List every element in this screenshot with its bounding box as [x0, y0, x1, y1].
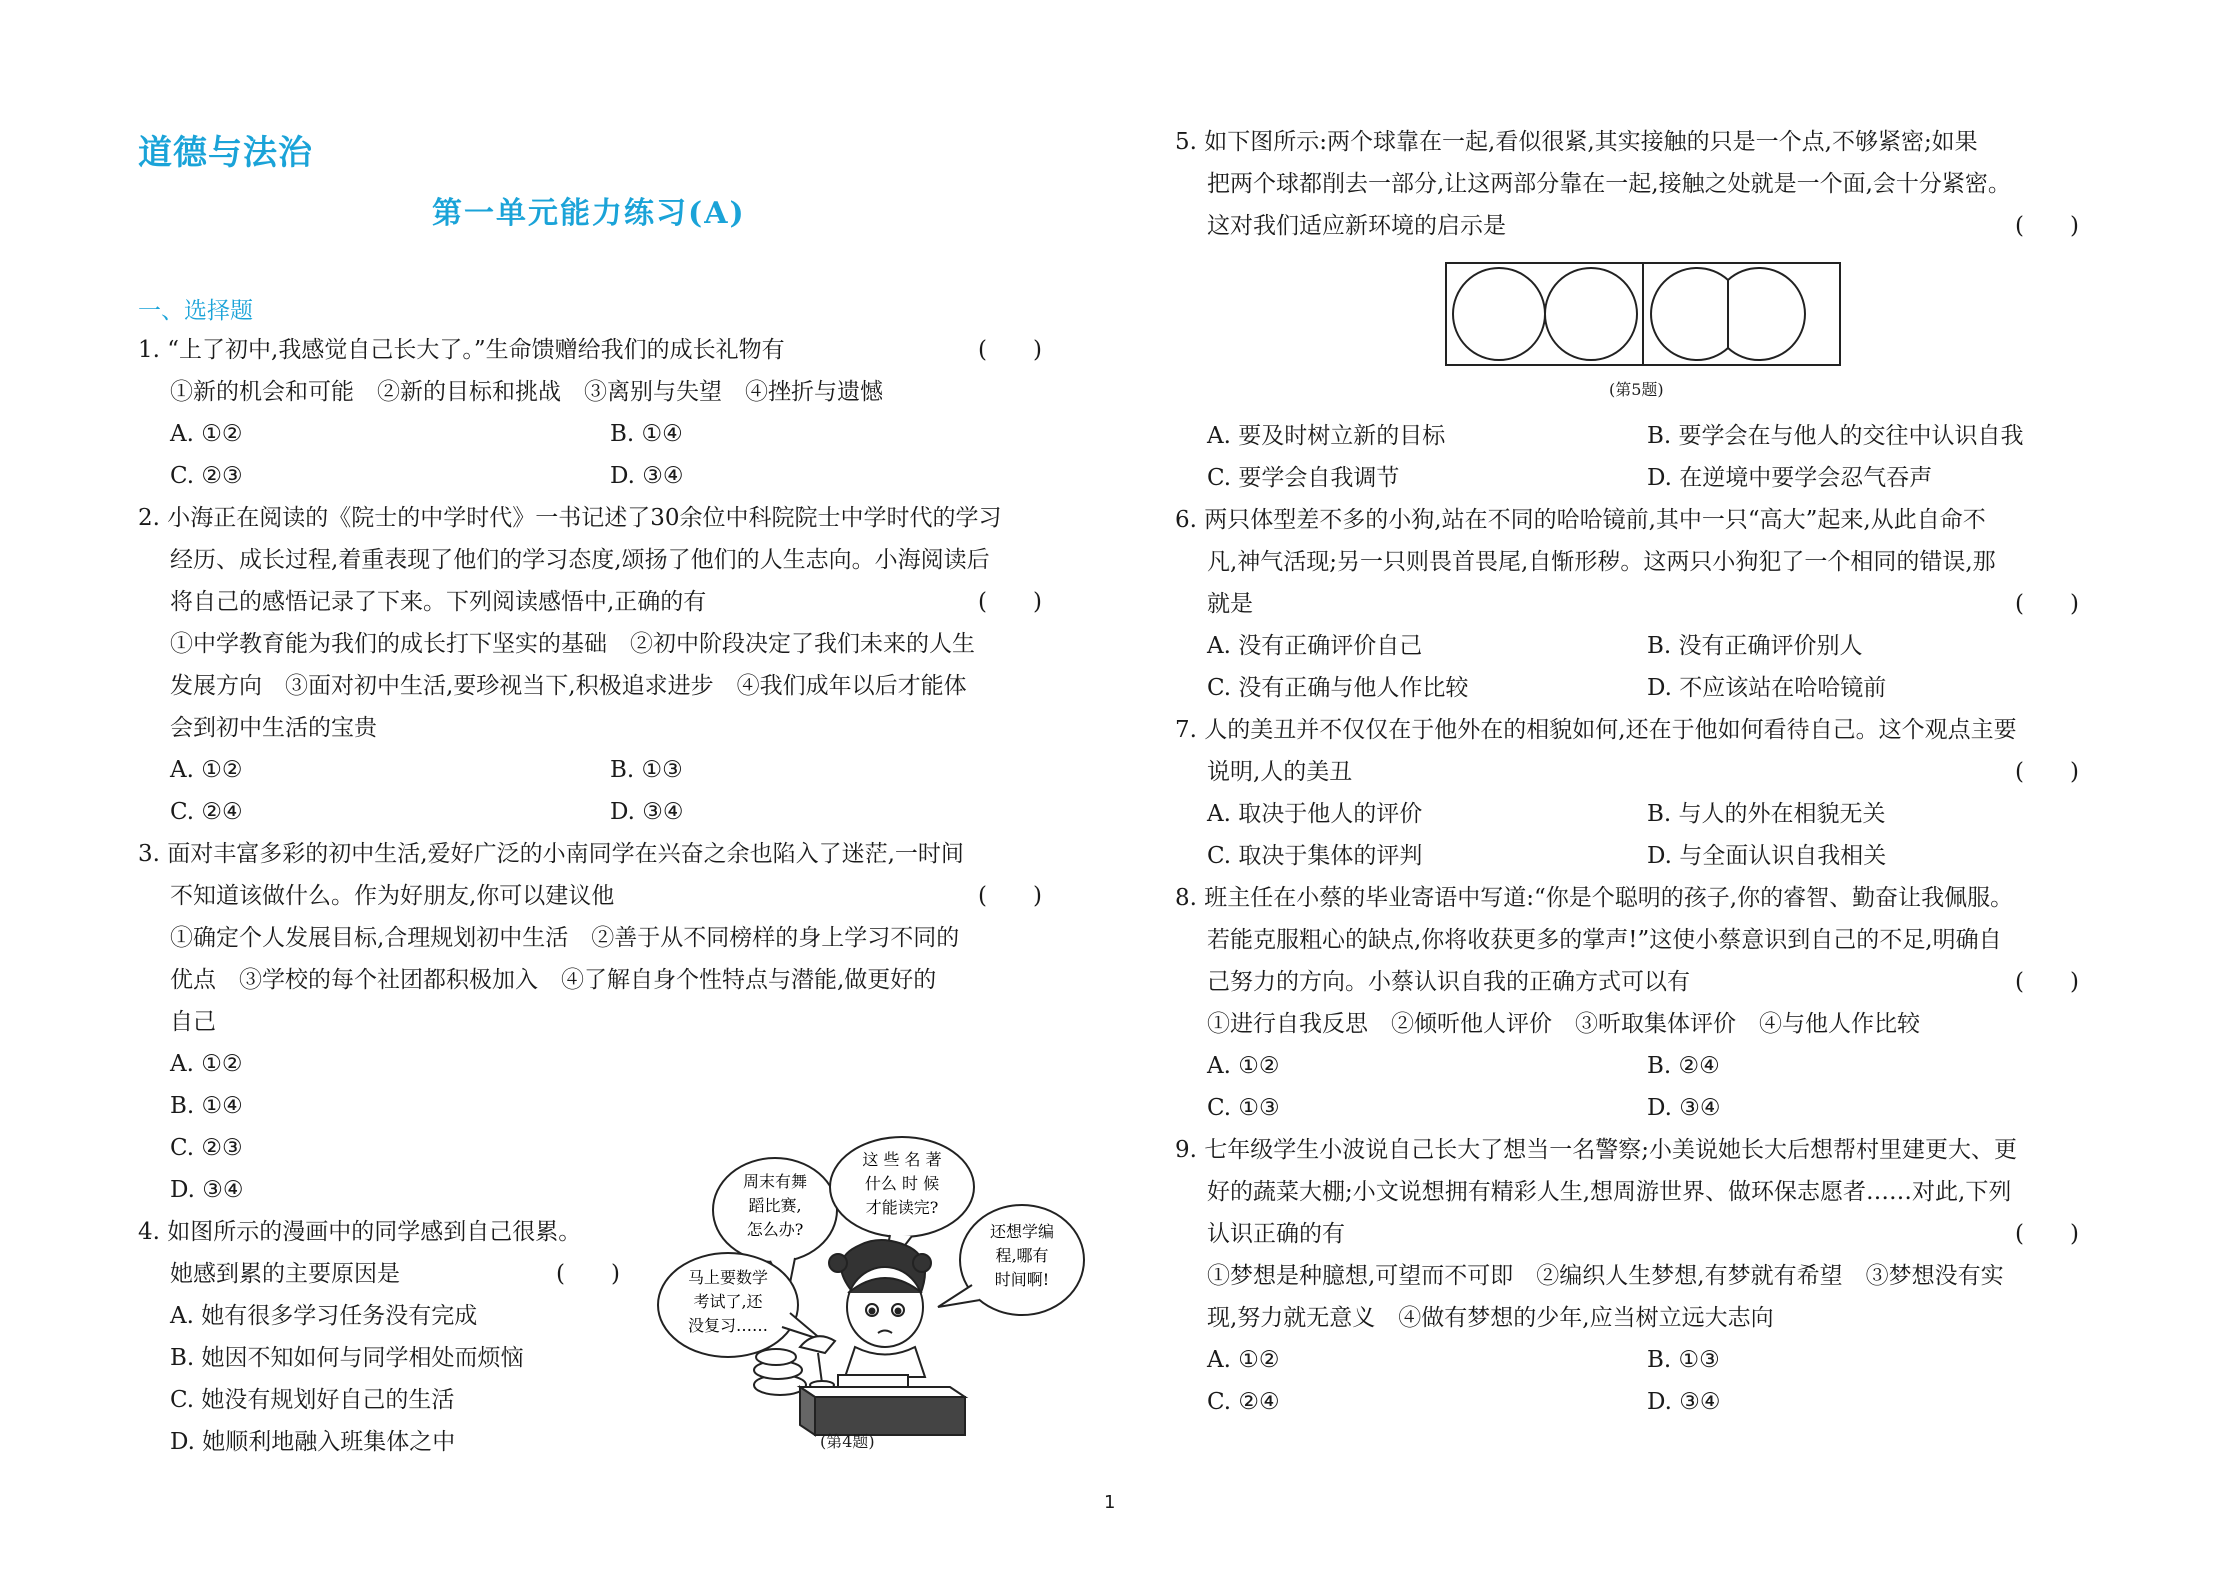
- q7-option-d: D. 与全面认识自我相关: [1647, 843, 1887, 869]
- q9-line-3: 认识正确的有: [1207, 1221, 1345, 1247]
- q9-option-b: B. ①③: [1647, 1347, 1720, 1373]
- speech-bubble-3: [938, 1205, 1084, 1315]
- q2-line-6: 会到初中生活的宝贵: [170, 715, 377, 741]
- q7-option-b: B. 与人的外在相貌无关: [1647, 801, 1886, 827]
- bubble-4-line-1: 马上要数学: [687, 1268, 769, 1287]
- bubble-3-line-1: 还想学编: [989, 1222, 1055, 1241]
- q1-items: ①新的机会和可能 ②新的目标和挑战 ③离别与失望 ④挫折与遗憾: [170, 379, 883, 405]
- q4-answer-paren: ( ): [556, 1261, 620, 1287]
- q4-figure-caption: (第4题): [820, 1432, 875, 1451]
- q6-line-1: 6. 两只体型差不多的小狗,站在不同的哈哈镜前,其中一只“高大”起来,从此自命不: [1175, 507, 1986, 533]
- q7-answer-paren: ( ): [2015, 759, 2079, 785]
- q8-option-d: D. ③④: [1647, 1095, 1721, 1121]
- bubble-1-line-3: 怎么办?: [746, 1220, 804, 1239]
- q8-option-a: A. ①②: [1207, 1053, 1280, 1079]
- bubble-2-line-2: 什么 时 候: [864, 1174, 940, 1193]
- q5-option-d: D. 在逆境中要学会忍气吞声: [1647, 465, 1933, 491]
- q2-line-4: ①中学教育能为我们的成长打下坚实的基础 ②初中阶段决定了我们未来的人生: [170, 631, 975, 657]
- q9-line-1: 9. 七年级学生小波说自己长大了想当一名警察;小美说她长大后想帮村里建更大、更: [1175, 1137, 2018, 1163]
- q5-option-b: B. 要学会在与他人的交往中认识自我: [1647, 423, 2024, 449]
- q9-line-5: 现,努力就无意义 ④做有梦想的少年,应当树立远大志向: [1207, 1305, 1774, 1331]
- q8-option-c: C. ①③: [1207, 1095, 1280, 1121]
- q1-stem: 1. “上了初中,我感觉自己长大了。”生命馈赠给我们的成长礼物有: [138, 337, 785, 363]
- q3-line-1: 3. 面对丰富多彩的初中生活,爱好广泛的小南同学在兴奋之余也陷入了迷茫,一时间: [138, 841, 964, 867]
- q8-line-4: ①进行自我反思 ②倾听他人评价 ③听取集体评价 ④与他人作比较: [1207, 1011, 1920, 1037]
- q6-option-a: A. 没有正确评价自己: [1207, 633, 1423, 659]
- q4-line-1: 4. 如图所示的漫画中的同学感到自己很累。: [138, 1219, 582, 1245]
- q3-option-a: A. ①②: [170, 1051, 243, 1077]
- q9-line-2: 好的蔬菜大棚;小文说想拥有精彩人生,想周游世界、做环保志愿者……对此,下列: [1207, 1179, 2012, 1205]
- q9-line-4: ①梦想是种臆想,可望而不可即 ②编织人生梦想,有梦就有希望 ③梦想没有实: [1207, 1263, 2004, 1289]
- q3-answer-paren: ( ): [978, 883, 1042, 909]
- bubble-1-line-1: 周末有舞: [742, 1172, 808, 1191]
- q1-option-d: D. ③④: [610, 463, 684, 489]
- q1-option-b: B. ①④: [610, 421, 683, 447]
- q9-option-c: C. ②④: [1207, 1389, 1280, 1415]
- bubble-1-line-2: 蹈比赛,: [748, 1196, 802, 1215]
- q1-answer-paren: ( ): [978, 337, 1042, 363]
- q5-two-balls-figure: [1445, 262, 1841, 366]
- q4-cartoon-illustration: [650, 1135, 1100, 1455]
- q4-option-a: A. 她有很多学习任务没有完成: [170, 1303, 478, 1329]
- q9-answer-paren: ( ): [2015, 1221, 2079, 1247]
- q1-option-c: C. ②③: [170, 463, 243, 489]
- q6-line-3: 就是: [1207, 591, 1253, 617]
- q2-line-2: 经历、成长过程,着重表现了他们的学习态度,颂扬了他们的人生志向。小海阅读后: [170, 547, 990, 573]
- q2-option-b: B. ①③: [610, 757, 683, 783]
- q5-line-2: 把两个球都削去一部分,让这两部分靠在一起,接触之处就是一个面,会十分紧密。: [1207, 171, 2011, 197]
- q5-line-3: 这对我们适应新环境的启示是: [1207, 213, 1506, 239]
- q2-option-a: A. ①②: [170, 757, 243, 783]
- q5-answer-paren: ( ): [2015, 213, 2079, 239]
- q7-line-2: 说明,人的美丑: [1207, 759, 1353, 785]
- q6-answer-paren: ( ): [2015, 591, 2079, 617]
- q7-option-a: A. 取决于他人的评价: [1207, 801, 1423, 827]
- q6-line-2: 凡,神气活现;另一只则畏首畏尾,自惭形秽。这两只小狗犯了一个相同的错误,那: [1207, 549, 1996, 575]
- q8-option-b: B. ②④: [1647, 1053, 1720, 1079]
- q1-option-a: A. ①②: [170, 421, 243, 447]
- q3-line-5: 自己: [170, 1009, 216, 1035]
- girl-character-icon: [829, 1240, 931, 1377]
- q3-option-b: B. ①④: [170, 1093, 243, 1119]
- bubble-4-line-2: 考试了,还: [693, 1292, 763, 1311]
- q6-option-b: B. 没有正确评价别人: [1647, 633, 1863, 659]
- q8-line-2: 若能克服粗心的缺点,你将收获更多的掌声!”这使小蔡意识到自己的不足,明确自: [1207, 927, 2002, 953]
- unit-title: 第一单元能力练习(A): [432, 196, 746, 231]
- q3-line-3: ①确定个人发展目标,合理规划初中生活 ②善于从不同榜样的身上学习不同的: [170, 925, 960, 951]
- q8-line-1: 8. 班主任在小蔡的毕业寄语中写道:“你是个聪明的孩子,你的睿智、勤奋让我佩服。: [1175, 885, 2014, 911]
- q3-option-d: D. ③④: [170, 1177, 244, 1203]
- section-heading: 一、选择题: [138, 298, 253, 324]
- q8-line-3: 己努力的方向。小蔡认识自我的正确方式可以有: [1207, 969, 1690, 995]
- q4-option-b: B. 她因不知如何与同学相处而烦恼: [170, 1345, 524, 1371]
- q2-option-d: D. ③④: [610, 799, 684, 825]
- q3-line-4: 优点 ③学校的每个社团都积极加入 ④了解自身个性特点与潜能,做更好的: [170, 967, 937, 993]
- q2-option-c: C. ②④: [170, 799, 243, 825]
- q5-figure-caption: (第5题): [1609, 380, 1664, 399]
- q2-line-3: 将自己的感悟记录了下来。下列阅读感悟中,正确的有: [170, 589, 707, 615]
- books-stack-icon: [754, 1349, 806, 1395]
- bubble-3-line-2: 程,哪有: [995, 1246, 1049, 1265]
- q6-option-d: D. 不应该站在哈哈镜前: [1647, 675, 1887, 701]
- bubble-2-line-3: 才能读完?: [865, 1198, 939, 1217]
- bubble-3-line-3: 时间啊!: [994, 1270, 1050, 1289]
- q2-answer-paren: ( ): [978, 589, 1042, 615]
- q8-answer-paren: ( ): [2015, 969, 2079, 995]
- q5-option-c: C. 要学会自我调节: [1207, 465, 1400, 491]
- q6-option-c: C. 没有正确与他人作比较: [1207, 675, 1469, 701]
- bubble-2-line-1: 这 些 名 著: [862, 1150, 942, 1169]
- bubble-4-line-3: 没复习……: [687, 1316, 769, 1335]
- q7-line-1: 7. 人的美丑并不仅仅在于他外在的相貌如何,还在于他如何看待自己。这个观点主要: [1175, 717, 2017, 743]
- q3-option-c: C. ②③: [170, 1135, 243, 1161]
- subject-title: 道德与法治: [138, 133, 313, 173]
- q5-line-1: 5. 如下图所示:两个球靠在一起,看似很紧,其实接触的只是一个点,不够紧密;如果: [1175, 129, 1978, 155]
- q4-option-d: D. 她顺利地融入班集体之中: [170, 1429, 456, 1455]
- speech-bubble-4: [658, 1253, 822, 1357]
- q3-line-2: 不知道该做什么。作为好朋友,你可以建议他: [170, 883, 615, 909]
- q9-option-d: D. ③④: [1647, 1389, 1721, 1415]
- q4-option-c: C. 她没有规划好自己的生活: [170, 1387, 455, 1413]
- page-number: 1: [1104, 1492, 1116, 1513]
- q4-line-2: 她感到累的主要原因是: [170, 1261, 400, 1287]
- q7-option-c: C. 取决于集体的评判: [1207, 843, 1423, 869]
- q2-line-5: 发展方向 ③面对初中生活,要珍视当下,积极追求进步 ④我们成年以后才能体: [170, 673, 967, 699]
- q5-option-a: A. 要及时树立新的目标: [1207, 423, 1446, 449]
- q9-option-a: A. ①②: [1207, 1347, 1280, 1373]
- q2-line-1: 2. 小海正在阅读的《院士的中学时代》一书记述了30余位中科院院士中学时代的学习: [138, 505, 1002, 531]
